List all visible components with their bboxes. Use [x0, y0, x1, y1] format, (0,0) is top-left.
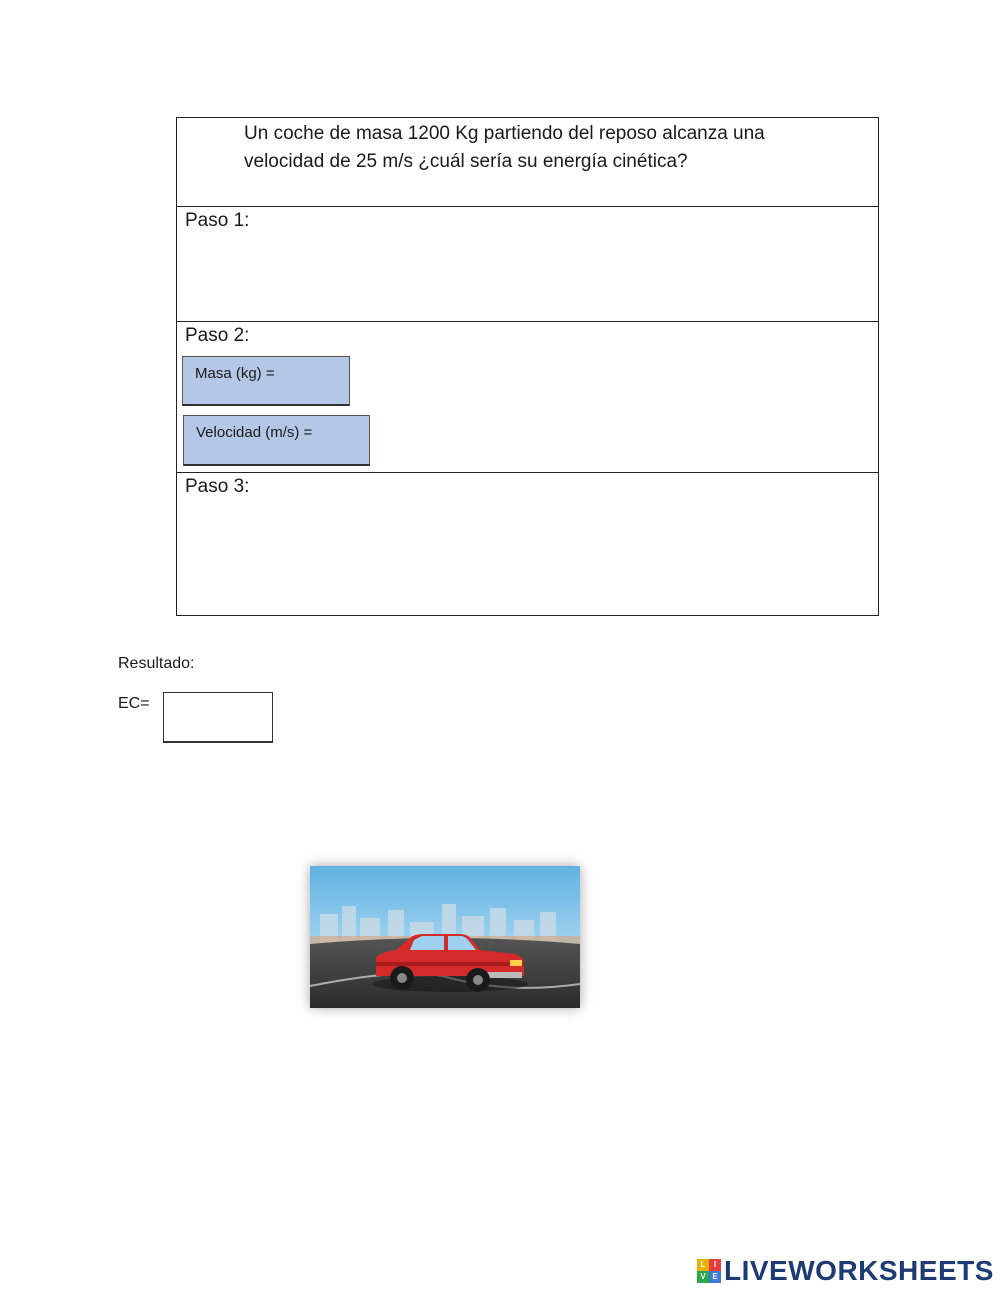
step-3-row	[177, 473, 878, 617]
mass-field[interactable]	[182, 356, 350, 406]
question-line-1: Un coche de masa 1200 Kg partiendo del reposo alcanza una	[244, 123, 765, 144]
ec-label: EC=	[118, 695, 150, 712]
liveworksheets-logo-icon	[697, 1259, 721, 1283]
step-1-label: Paso 1:	[185, 210, 250, 231]
ec-answer-box[interactable]	[163, 692, 273, 743]
liveworksheets-logo	[697, 1255, 994, 1287]
question-row	[177, 118, 878, 207]
step-1-row	[177, 207, 878, 322]
question-text	[244, 120, 844, 176]
velocity-field[interactable]	[183, 415, 370, 466]
velocity-field-label: Velocidad (m/s) =	[196, 424, 313, 441]
logo-mark-letter: E	[709, 1271, 721, 1283]
logo-mark-letter: L	[697, 1259, 709, 1271]
red-car-on-road-image	[310, 866, 580, 1008]
worksheet-table	[176, 117, 879, 616]
question-line-2: velocidad de 25 m/s ¿cuál sería su energía cinética?	[244, 151, 688, 172]
logo-mark-letter: I	[709, 1259, 721, 1271]
logo-mark-letter: V	[697, 1271, 709, 1283]
step-2-label: Paso 2:	[185, 325, 250, 346]
result-heading: Resultado:	[118, 655, 195, 672]
mass-field-label: Masa (kg) =	[195, 365, 275, 382]
step-2-row	[177, 322, 878, 473]
liveworksheets-logo-text: LIVEWORKSHEETS	[724, 1255, 994, 1286]
step-3-label: Paso 3:	[185, 476, 250, 497]
